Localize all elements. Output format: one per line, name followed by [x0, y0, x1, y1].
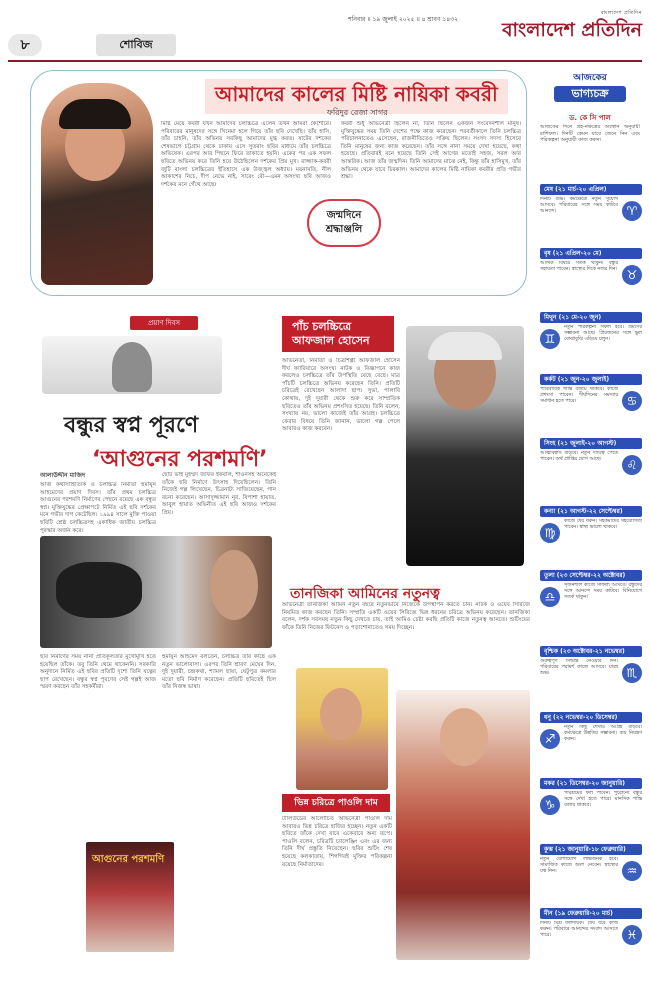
page-number: ৮ — [8, 34, 42, 56]
sign-name: তুলা (২৩ সেপ্টেম্বর-২২ অক্টোবর) — [540, 570, 642, 581]
kabori-photo — [41, 83, 153, 285]
taurus-icon: ♉ — [622, 265, 642, 285]
sign-text: নতুন যোগাযোগ লাভজনক হবে। সামাজিক কাজে অংশ নেবেন। স্বাস্থ্যের যত্ন নিন। — [540, 857, 618, 875]
death-byline: আলাউদ্দীন মাজিদ — [40, 472, 86, 479]
sign-aries — [540, 184, 642, 247]
masthead-name: বাংলাদেশ প্রতিদিন — [501, 19, 642, 41]
paoli-dam-photo — [396, 690, 530, 960]
libra-icon: ♎ — [540, 587, 560, 607]
horoscope-title — [540, 70, 640, 112]
humayun-sketch — [42, 336, 222, 394]
scorpio-icon: ♏ — [622, 663, 642, 683]
top-article-column-2: কবরী শুধু অভিনেত্রী ছিলেন না, তিনি ছিলেন একজন সংবেদনশীল মানুষ। মুক্তিযুদ্ধের সময় তিনি দেশের পক্ষে কাজ করেছেন। পরবর্তীকালে তিনি চলচ্চিত্র পরিচালনাতেও এসেছেন, রাজনীতিতেও সক্রিয় ছিলেন। সংসদ সদস্য হিসেবে তিনি মানুষের জন্য কাজ করেছেন। তাঁর সঙ্গে নানা সময়ে দেখা হয়েছে, কথা হয়েছে। প্রতিবারই মনে হয়েছে তিনি সেই আগের মতোই সহজ, সরল আর আন্তরিক। আজ তাঁর জন্মদিন। তিনি আমাদের মাঝে নেই, কিন্তু তাঁর হাসিমুখ, তাঁর অভিনয় থেকে যাবে চিরকাল। আমাদের কালের মিষ্টি নায়িকা কবরীর প্রতি গভীর শ্রদ্ধা। — [341, 121, 521, 181]
sign-pisces — [540, 908, 642, 977]
sign-name: কন্যা (২১ আগস্ট-২২ সেপ্টেম্বর) — [540, 506, 642, 517]
horoscope-intro: আজকের দিনে গ্রহ-নক্ষত্রের অবস্থান অনুযায়ী রাশিফল। দিনটি কেমন যাবে জেনে নিন এবং পরিকল্পনা অনুযায়ী কাজ করুন। — [540, 124, 640, 144]
paoli-body: টালিউডের আলোচিত অভিনেত্রী পাওলি দাম আবারও ভিন্ন চরিত্রে হাজির হচ্ছেন। নতুন একটি ছবিতে তাঁকে দেখা যাবে একেবারে অন্য রূপে। পাওলি বলেন, চরিত্রটি চ্যালেঞ্জিং এবং এর জন্য তিনি দীর্ঘ প্রস্তুতি নিয়েছেন। ছবির শুটিং শেষ হয়েছে কলকাতায়, শিগগিরই মুক্তির পরিকল্পনা রয়েছে নির্মাতাদের। — [282, 816, 392, 868]
tanjika-headline: তানজিকা আমিনের নতুনত্ব — [290, 586, 441, 602]
top-byline: ফরিদুর রেজা সাগর — [327, 108, 388, 117]
leo-icon: ♌ — [622, 455, 642, 475]
paoli-headline: ভিন্ন চরিত্রে পাওলি দাম — [282, 794, 390, 812]
tanjika-photo — [296, 668, 388, 790]
top-article-column-1: মিষ্টি মেয়ে কবরী যখন আমাদের চলচ্চিত্রে এলেন তখন আমরা কৈশোরে। পরিবারের মানুষদের সঙ্গে সিনেমা হলে গিয়ে তাঁর ছবি দেখেছি। তাঁর হাসি, তাঁর চাহনি, তাঁর অভিনয় সবকিছু আমাদের মুগ্ধ করত। ষাটের দশকের শেষভাগে চট্টগ্রাম থেকে ঢাকায় এসে সুতরাং ছবির মাধ্যমে তাঁর চলচ্চিত্রে অভিষেক। এরপর আর পিছনে ফিরে তাকাতে হয়নি। একের পর এক সফল ছবিতে অভিনয় করে তিনি হয়ে উঠেছিলেন দর্শকের প্রিয় মুখ। রাজ্জাক-কবরী জুটি বাংলা চলচ্চিত্রের ইতিহাসে এক উজ্জ্বল অধ্যায়। ময়নামতি, নীল আকাশের নিচে, দীপ নেভে নাই, সারেং বৌ—এমন অসংখ্য ছবি আজও দর্শকের মনে গেঁথে আছে। — [161, 121, 331, 188]
death-headline-line-2: ‘আগুনের পরশমণি’ — [92, 447, 268, 472]
sign-libra — [540, 570, 642, 647]
tanjika-body: অভিনেত্রী তানজিকা আমিন নতুন বছরে নতুনভাবে নিজেকে উপস্থাপন করতে চান। নাটক ও ওয়েব সিরিজে নিয়মিত কাজ করছেন তিনি। সম্প্রতি একটি ওয়েব সিরিজে ভিন্ন ধরনের চরিত্রে অভিনয় করেছেন। তানজিকা বলেন, দর্শক সবসময় নতুন কিছু দেখতে চায়, তাই আমিও চেষ্টা করছি প্রতিটি কাজে নতুনত্ব আনতে। শুটিংয়ের ফাঁকে তিনি নিজের ফিটনেস ও পড়াশোনাতেও সময় দিচ্ছেন। — [282, 602, 530, 631]
sign-name: বৃশ্চিক (২৩ অক্টোবর-২১ নভেম্বর) — [540, 646, 642, 657]
sign-taurus — [540, 248, 642, 311]
sign-cancer — [540, 374, 642, 439]
sign-name: ধনু (২২ নভেম্বর-২০ ডিসেম্বর) — [540, 712, 642, 723]
sign-gemini — [540, 312, 642, 375]
sign-name: বৃষ (২১ এপ্রিল-২০ মে) — [540, 248, 642, 259]
top-headline: আমাদের কালের মিষ্টি নায়িকা কবরী — [205, 79, 508, 114]
sign-capricorn — [540, 778, 642, 845]
sign-leo — [540, 438, 642, 507]
sagittarius-icon: ♐ — [540, 729, 560, 749]
sign-name: কর্কট (২১ জুন-২০ জুলাই) — [540, 374, 642, 385]
five-films-body: অভিনেতা, নির্মাতা ও চিত্রশিল্পী আফজাল হোসেন দীর্ঘ ক্যারিয়ারে অসংখ্য নাটক ও বিজ্ঞাপনে কাজ করলেও চলচ্চিত্রে তাঁর উপস্থিতি বেছে বেছে। মাত্র পাঁচটি চলচ্চিত্রে অভিনয় করেছেন তিনি। প্রতিটি চরিত্রেই রেখেছেন আলাদা ছাপ। সুভা, পালাবি কোথায়, দুই দুয়ারী থেকে শুরু করে সাম্প্রতিক ছবিতেও তাঁর অভিনয় প্রশংসিত হয়েছে। তিনি বলেন, সংখ্যায় নয়, ভালো কাজেই তাঁর আগ্রহ। চলচ্চিত্রে ফেরার বিষয়ে তিনি জানান, ভালো গল্প পেলে আবারও কাজ করবেন। — [282, 358, 400, 433]
sign-name: মেষ (২১ মার্চ-২০ এপ্রিল) — [540, 184, 642, 195]
horoscope-author: ড. কে সি পাল — [569, 114, 611, 122]
death-column-2: ছোট ভাই মুহম্মদ জাফর ইকবাল, শাওনসহ অনেকেই তাঁকে ছবি নির্মাণে উৎসাহ দিয়েছিলেন। তিনি নিজেই গল্প লিখেছেন, চিত্রনাট্য সাজিয়েছেন, গান রচনা করেছেন। আসাদুজ্জামান নূর, বিপাশা হায়াত, আবুল হায়াত অভিনীত এই ছবি আজও দর্শকের প্রিয়। — [162, 472, 276, 516]
sign-name: মীন (১৯ ফেব্রুয়ারি-২০ মার্চ) — [540, 908, 642, 919]
sign-virgo — [540, 506, 642, 571]
sign-text: পারিবারিক শান্তি বজায় থাকবে। কাজে প্রশংসা পাবেন। দীর্ঘদিনের সমস্যার সমাধান হতে পারে। — [540, 387, 618, 405]
sign-text: সৃজনশীল কাজে সাফল্য আসবে। বন্ধুদের সঙ্গে আনন্দে সময় কাটবে। বিনিয়োগে সতর্ক থাকুন। — [564, 583, 642, 601]
birthday-badge: জন্মদিনে শ্রদ্ধাঞ্জলি — [307, 199, 381, 247]
death-column-3: ছবি নির্মাণের সময় নানা প্রতিকূলতার মুখোমুখি হতে হয়েছিল তাঁকে। তবু তিনি থেমে থাকেননি। সরকারি অনুদানে নির্মিত এই ছবির প্রতিটি দৃশ্যে তিনি যত্নের ছাপ রেখেছেন। বন্ধুর স্বপ্ন পূরণের সেই গল্পই আজ স্মরণ করছেন তাঁর সহকর্মীরা। — [40, 654, 156, 691]
afzal-hossain-photo — [406, 326, 524, 566]
pisces-icon: ♓ — [622, 925, 642, 945]
horoscope-title-2: ভাগ্যচক্র — [554, 86, 626, 102]
sign-name: কুম্ভ (২১ জানুয়ারি-১৮ ফেব্রুয়ারি) — [540, 844, 642, 855]
five-films-headline — [282, 316, 394, 352]
sign-text: নতুন কিছু শেখার আগ্রহ বাড়বে। কর্মক্ষেত্রে উন্নতির সম্ভাবনা। ব্যয় নিয়ন্ত্রণ করুন। — [564, 725, 642, 743]
sign-text: আত্মবিশ্বাস বাড়বে। নতুন দায়িত্ব পেতে পারেন। অর্থ প্রাপ্তির যোগ আছে। — [540, 451, 618, 463]
death-column-4: হুমায়ূন আহমেদ বলতেন, চলচ্চিত্র তাঁর কাছে এক নতুন ভালোবাসা। এরপর তিনি শ্রাবণ মেঘের দিন, দুই দুয়ারী, চন্দ্রকথা, শ্যামল ছায়া, ঘেটুপুত্র কমলার মতো ছবি নির্মাণ করেছেন। প্রতিটি ছবিতেই ছিল তাঁর নিজস্ব ভাষা। — [162, 654, 276, 691]
sign-text: পরিশ্রমের ফল পাবেন। পুরোনো বন্ধুর সঙ্গে দেখা হতে পারে। মানসিক শান্তি বজায় থাকবে। — [564, 791, 642, 809]
sign-text: দিনটি মিশ্র ফলদায়ক। ধৈর্য ধরে কাজ করুন। পরিবারে আনন্দের সংবাদ আসতে পারে। — [540, 921, 618, 939]
masthead — [464, 10, 642, 42]
sign-text: কাজে ধৈর্য ধরুন। সহকর্মীদের সহযোগিতা পাবেন। স্বাস্থ্য ভালো থাকবে। — [564, 519, 642, 531]
camera-photo — [40, 536, 272, 648]
aries-icon: ♈ — [622, 201, 642, 221]
cancer-icon: ♋ — [622, 391, 642, 411]
date-line: শনিবার ॥ ১৯ জুলাই ২০২৫ ॥ ৪ শ্রাবণ ১৪৩২ — [348, 16, 458, 23]
header-rule — [8, 60, 642, 62]
five-films-headline-1: পাঁচ চলচ্চিত্রে — [292, 320, 352, 333]
poster-title: আগুনের পরশমণি — [92, 854, 165, 865]
sign-sagittarius — [540, 712, 642, 779]
sign-name: মকর (২১ ডিসেম্বর-২০ জানুয়ারি) — [540, 778, 642, 789]
virgo-icon: ♍ — [540, 523, 560, 543]
sign-aquarius — [540, 844, 642, 909]
death-headline-line-1: বন্ধুর স্বপ্ন পূরণে — [64, 413, 199, 438]
sign-name: সিংহ (২১ জুলাই-২০ আগস্ট) — [540, 438, 642, 449]
death-anniversary-tag: প্রয়াণ দিবস — [130, 316, 198, 330]
aquarius-icon: ♒ — [622, 861, 642, 881]
sign-scorpio — [540, 646, 642, 713]
sign-text: নতুন পরিকল্পনা সফল হবে। ভ্রমণের সম্ভাবনা আছে। প্রিয়জনের সঙ্গে ভুল বোঝাবুঝি এড়িয়ে চলুন। — [564, 325, 642, 343]
sign-text: গুরুত্বপূর্ণ সিদ্ধান্ত নেওয়ার দিন। পরিবারের পরামর্শ কাজে আসবে। যাত্রা শুভ। — [540, 659, 618, 677]
masthead-subtitle: বাংলাদেশ প্রতিদিন — [600, 10, 642, 16]
death-column-1: আজ কথাসাহিত্যিক ও চলচ্চিত্র নির্মাতা হুমায়ূন আহমেদের প্রয়াণ দিবস। তাঁর প্রথম চলচ্চিত্র আগুনের পরশমণি নির্মাণের পেছনে রয়েছে এক বন্ধুর স্বপ্ন। মুক্তিযুদ্ধের প্রেক্ষাপটে নির্মিত এই ছবি দর্শকের মনে গভীর দাগ কেটেছিল। ১৯৯৪ সালে মুক্তি পাওয়া ছবিটি শ্রেষ্ঠ চলচ্চিত্রসহ একাধিক জাতীয় চলচ্চিত্র পুরস্কার অর্জন করে। — [40, 482, 156, 534]
five-films-headline-2: আফজাল হোসেন — [292, 334, 370, 347]
sign-text: দিনটি শুভ। কর্মক্ষেত্রে নতুন সুযোগ আসবে। পরিবারের সঙ্গে সময় কাটবে আনন্দে। — [540, 197, 618, 215]
section-label: শোবিজ — [96, 34, 176, 56]
top-article — [30, 70, 527, 296]
capricorn-icon: ♑ — [540, 795, 560, 815]
gemini-icon: ♊ — [540, 329, 560, 349]
sign-name: মিথুন (২১ মে-২০ জুন) — [540, 312, 642, 323]
horoscope-title-1: আজকের — [573, 73, 607, 83]
sign-text: আর্থিক বিষয়ে সতর্ক থাকুন। বন্ধুর সহায়তা পাবেন। স্বাস্থ্যের দিকে নজর দিন। — [540, 261, 618, 273]
